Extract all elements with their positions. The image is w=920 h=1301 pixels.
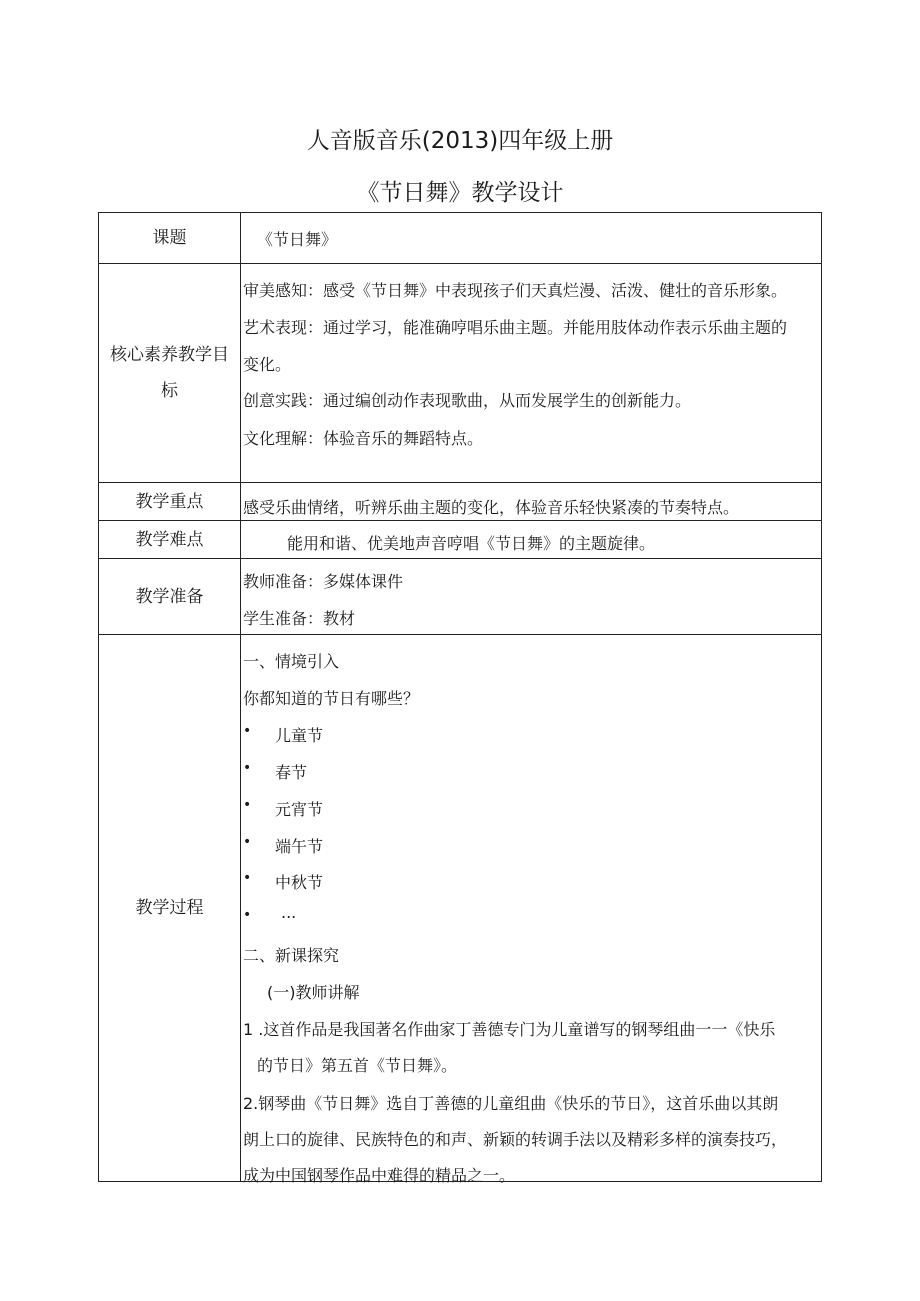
festival-item-ellipsis: ... — [281, 903, 297, 922]
goal-aesthetic: 审美感知：感受《节日舞》中表现孩子们天真烂漫、活泼、健壮的音乐形象。 — [243, 281, 788, 300]
goal-art-line2: 变化。 — [243, 355, 292, 374]
value-preparation — [241, 559, 821, 634]
document-title: 人音版音乐(2013)四年级上册 — [306, 128, 614, 154]
row-topic — [99, 213, 821, 264]
topic-text: 《节日舞》 — [257, 230, 338, 249]
label-topic: 课题 — [99, 213, 241, 263]
label-key-points: 教学重点 — [99, 483, 241, 520]
para2-line1: 2.钢琴曲《节日舞》选自丁善德的儿童组曲《快乐的节日》，这首乐曲以其朗 — [243, 1094, 779, 1113]
festival-item: 端午节 — [275, 837, 324, 856]
label-preparation: 教学准备 — [99, 559, 241, 634]
subsection-teacher: (一)教师讲解 — [267, 983, 360, 1002]
key-points-text: 感受乐曲情绪，听辨乐曲主题的变化，体验音乐轻快紧凑的节奏特点。 — [243, 498, 740, 517]
para2-line2: 朗上口的旋律、民族特色的和声、新颖的转调手法以及精彩多样的演奏技巧， — [243, 1130, 788, 1149]
value-core-goals — [241, 264, 821, 482]
goal-culture: 文化理解：体验音乐的舞蹈特点。 — [243, 429, 484, 448]
label-difficulties: 教学难点 — [99, 521, 241, 558]
value-process — [241, 635, 821, 1185]
section-explore: 二、新课探究 — [243, 946, 340, 965]
para1-line1: 1 .这首作品是我国著名作曲家丁善德专门为儿童谱写的钢琴组曲一一《快乐 — [243, 1020, 776, 1039]
para1-line2: 的节日》第五首《节日舞》。 — [257, 1056, 458, 1075]
bullet-icon: • — [243, 760, 252, 776]
bullet-icon: • — [243, 834, 252, 850]
bullet-icon: • — [243, 907, 252, 923]
lesson-plan-table — [98, 212, 822, 1185]
bullet-icon: • — [243, 723, 252, 739]
festival-item: 春节 — [275, 763, 308, 782]
document-subtitle: 《节日舞》教学设计 — [356, 180, 564, 206]
row-core-goals — [99, 264, 821, 483]
goal-art-line1: 艺术表现：通过学习，能准确哼唱乐曲主题。并能用肢体动作表示乐曲主题的 — [243, 318, 788, 337]
row-preparation — [99, 559, 821, 635]
label-process: 教学过程 — [99, 635, 241, 1181]
value-key-points — [241, 483, 821, 520]
bullet-icon: • — [243, 797, 252, 813]
para2-line3: 成为中国钢琴作品中难得的精品之一。 — [243, 1166, 516, 1185]
label-core-goals — [99, 264, 241, 482]
prep-teacher: 教师准备：多媒体课件 — [243, 572, 404, 591]
difficulties-text: 能用和谐、优美地声音哼唱《节日舞》的主题旋律。 — [287, 534, 656, 553]
row-difficulties — [99, 521, 821, 559]
festival-item: 中秋节 — [275, 873, 324, 892]
goal-creative: 创意实践：通过编创动作表现歌曲，从而发展学生的创新能力。 — [243, 391, 692, 410]
section-intro: 一、情境引入 — [243, 652, 340, 671]
prep-student: 学生准备：教材 — [243, 609, 356, 628]
festival-item: 元宵节 — [275, 800, 324, 819]
festival-item: 儿童节 — [275, 726, 324, 745]
bullet-icon: • — [243, 870, 252, 886]
row-key-points — [99, 483, 821, 521]
row-process — [99, 635, 821, 1185]
value-topic — [241, 213, 821, 263]
label-core-goals-text: 核心素养教学目标 — [110, 345, 229, 401]
intro-question: 你都知道的节日有哪些？ — [243, 689, 420, 708]
value-difficulties — [241, 521, 821, 558]
